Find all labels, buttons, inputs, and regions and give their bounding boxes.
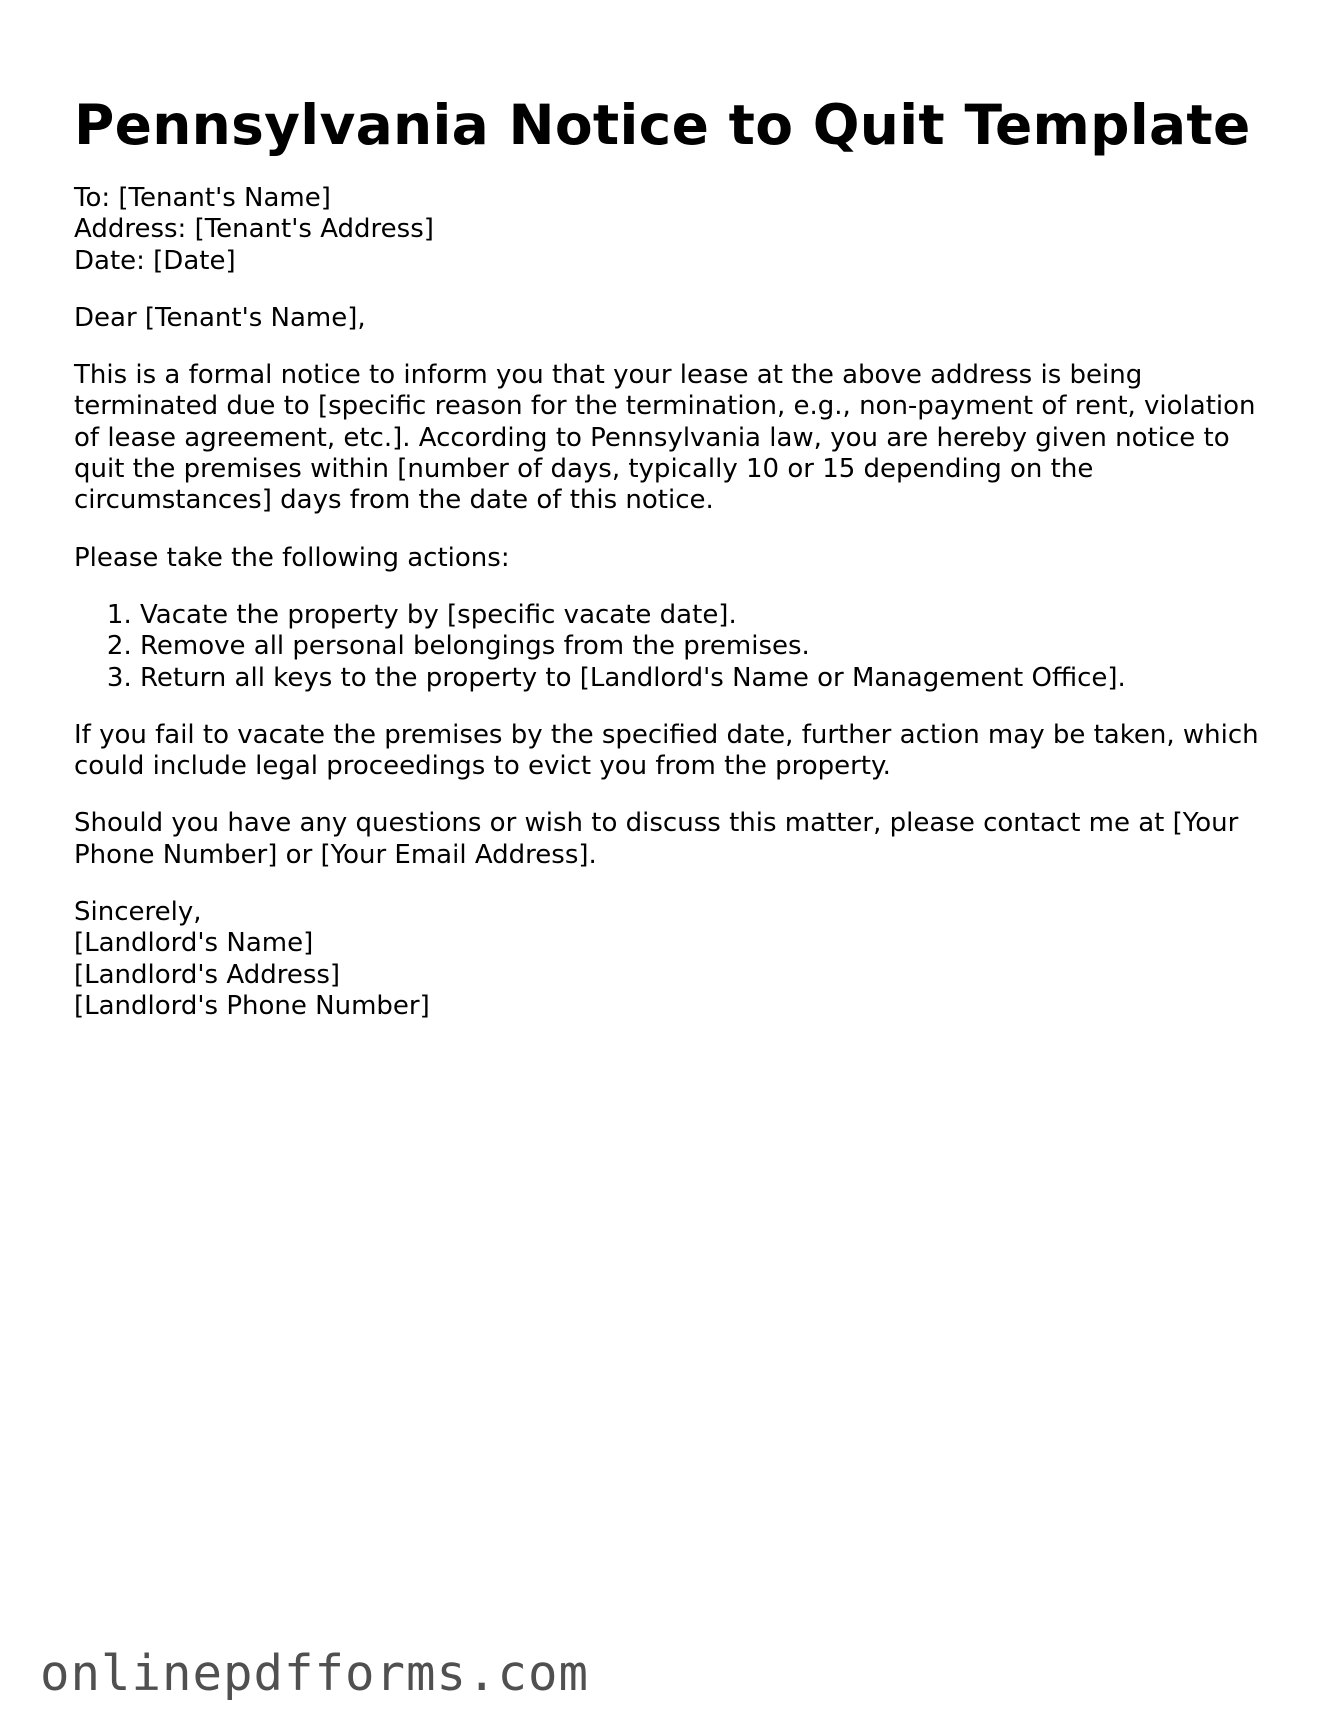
- landlord-name: [Landlord's Name]: [74, 928, 314, 959]
- contact-paragraph: Should you have any questions or wish to discuss this matter, please contact me at [Your Phone Number] or [Your Email Address].: [74, 808, 1239, 870]
- list-item: 1. Vacate the property by [specific vacate date].: [140, 600, 1274, 631]
- recipient-address: Address: [Tenant's Address]: [74, 214, 434, 245]
- salutation: Dear [Tenant's Name],: [74, 302, 366, 333]
- landlord-phone: [Landlord's Phone Number]: [74, 990, 430, 1021]
- consequence-paragraph: If you fail to vacate the premises by the specified date, further action may be taken, which could include legal proceedings to evict you from the property.: [74, 719, 1259, 782]
- landlord-address: [Landlord's Address]: [74, 959, 341, 990]
- body-paragraph: This is a formal notice to inform you that your lease at the above address is being terminated due to [specific reason for the termination, e.g., non-payment of rent, violation of lease agreement, etc.]. According to Pennsylvania law, you are hereby given notice to quit the premises within [number of days, typically 10 or 15 depending on the circumstances] days from the date of this notice.: [74, 360, 1256, 516]
- recipient-to: To: [Tenant's Name]: [74, 183, 331, 213]
- footer-brand-watermark: onlinepdfforms.com: [40, 1645, 590, 1702]
- list-item: 3. Return all keys to the property to [Landlord's Name or Management Office].: [140, 663, 1274, 694]
- closing-block: [74, 897, 1274, 1022]
- document-page: [74, 92, 1274, 1048]
- actions-list: [74, 600, 1274, 694]
- list-item: 2. Remove all personal belongings from the premises.: [140, 631, 1274, 662]
- recipient-block: [74, 183, 1274, 277]
- sign-off: Sincerely,: [74, 897, 202, 928]
- actions-intro: Please take the following actions:: [74, 542, 510, 573]
- notice-date: Date: [Date]: [74, 245, 236, 276]
- document-title: Pennsylvania Notice to Quit Template: [74, 93, 1251, 157]
- document-body: [74, 183, 1274, 1022]
